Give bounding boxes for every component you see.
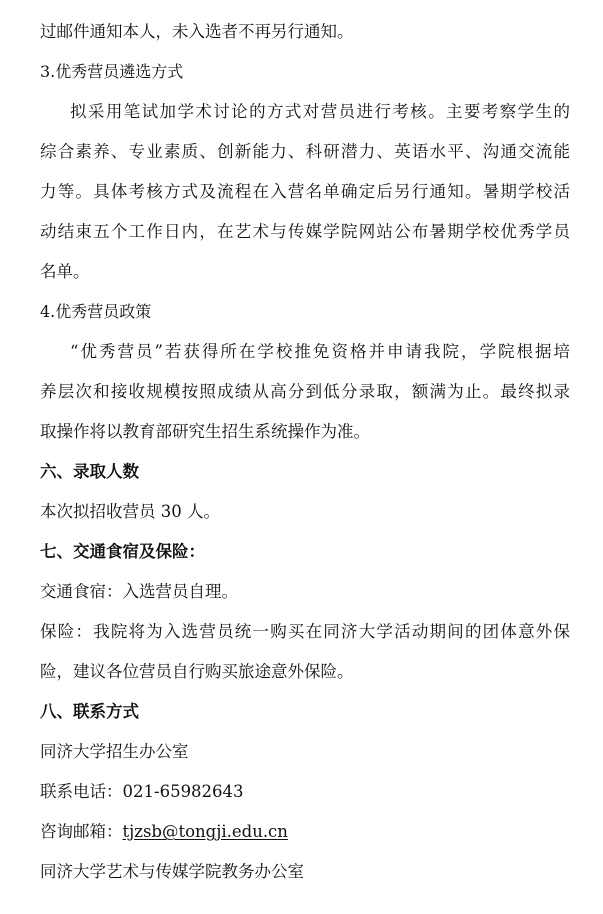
phone-number: 021-65982643 <box>122 782 244 801</box>
section4-line-1: “优秀营员”若获得所在学校推免资格并申请我院，学院根据培 <box>70 342 570 361</box>
section4-line-3: 取操作将以教育部研究生招生系统操作为准。 <box>40 422 370 441</box>
email-link[interactable]: tjzsb@tongji.edu.cn <box>122 822 288 841</box>
section8-office2: 同济大学艺术与传媒学院教务办公室 <box>40 862 304 881</box>
section8-email-row <box>40 822 570 846</box>
section3-line-3: 力等。具体考核方式及流程在入营名单确定后另行通知。暑期学校活 <box>40 182 570 201</box>
section8-heading: 八、联系方式 <box>40 702 139 721</box>
section3-line-4: 动结束五个工作日内，在艺术与传媒学院网站公布暑期学校优秀学员 <box>40 222 570 241</box>
section3-line-5: 名单。 <box>40 262 90 281</box>
section7-transport: 交通食宿：入选营员自理。 <box>40 582 238 601</box>
phone-label: 联系电话： <box>40 782 123 801</box>
section6-heading: 六、录取人数 <box>40 462 139 481</box>
section7-insurance-line-1: 保险：我院将为入选营员统一购买在同济大学活动期间的团体意外保 <box>40 622 570 641</box>
section3-line-1: 拟采用笔试加学术讨论的方式对营员进行考核。主要考察学生的 <box>70 102 570 121</box>
section7-insurance-line-2: 险，建议各位营员自行购买旅途意外保险。 <box>40 662 354 681</box>
email-label: 咨询邮箱： <box>40 822 123 841</box>
section4-line-2: 养层次和接收规模按照成绩从高分到低分录取，额满为止。最终拟录 <box>40 382 570 401</box>
section7-heading: 七、交通食宿及保险： <box>40 542 205 561</box>
section8-office1: 同济大学招生办公室 <box>40 742 189 761</box>
section6-text: 本次拟招收营员 30 人。 <box>40 502 220 521</box>
section8-phone-row <box>40 782 570 806</box>
section3-line-2: 综合素养、专业素质、创新能力、科研潜力、英语水平、沟通交流能 <box>40 142 570 161</box>
intro-tail-text: 过邮件通知本人，未入选者不再另行通知。 <box>40 22 354 41</box>
section4-title: 4.优秀营员政策 <box>40 302 152 321</box>
section3-title: 3.优秀营员遴选方式 <box>40 62 184 81</box>
